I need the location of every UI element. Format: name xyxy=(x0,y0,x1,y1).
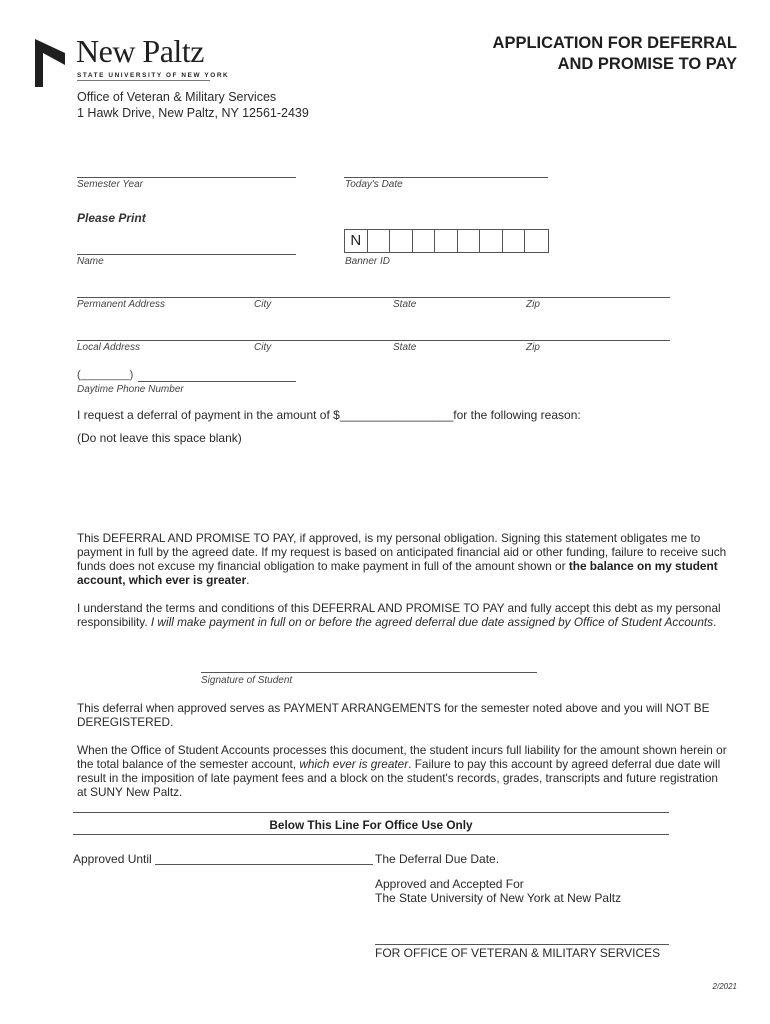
todays-date-field[interactable] xyxy=(344,177,548,178)
new-paltz-logo-icon xyxy=(33,35,67,87)
permanent-zip-label: Zip xyxy=(526,299,540,310)
liability-end: . Failure to pay this account by agreed deferral due date will result in the imposition of late payment fees and a block on the student's records, grades, transcripts and future registration at SUNY New Paltz. xyxy=(77,757,721,799)
office-signature-label: FOR OFFICE OF VETERAN & MILITARY SERVICES xyxy=(375,946,661,960)
todays-date-label: Today's Date xyxy=(345,179,403,190)
liability-paragraph xyxy=(77,743,727,799)
obligation-text: This DEFERRAL AND PROMISE TO PAY, if approved, is my personal obligation. Signing this statement obligates me to payment in full by the agreed date. If my request is based on anticipated financial aid or other funding, failure to receive such funds does not excuse my financial obligation to make payment in full of the amount shown or xyxy=(77,531,727,573)
phone-field[interactable] xyxy=(138,381,296,382)
office-name: Office of Veteran & Military Services xyxy=(77,90,277,104)
request-line xyxy=(77,408,581,422)
obligation-paragraph xyxy=(77,531,727,587)
liability-text: When the Office of Student Accounts processes this document, the student incurs full liability for the amount shown herein or the total balance of the semester account, xyxy=(77,743,727,771)
terms-paragraph xyxy=(77,601,727,629)
office-divider-top xyxy=(73,812,669,813)
terms-text: I understand the terms and conditions of this DEFERRAL AND PROMISE TO PAY and fully accept this debt as my personal responsibility. xyxy=(77,601,721,629)
request-lead: I request a deferral of payment in the amount of $ xyxy=(77,408,340,422)
office-address-block xyxy=(77,89,309,121)
document-title xyxy=(493,33,737,75)
banner-digit-box[interactable] xyxy=(390,230,413,252)
semester-year-field[interactable] xyxy=(77,177,296,178)
title-line-1: APPLICATION FOR DEFERRAL xyxy=(492,34,737,52)
logo-name: New Paltz xyxy=(76,33,204,69)
banner-digit-box[interactable] xyxy=(458,230,481,252)
logo-subtitle: STATE UNIVERSITY OF NEW YORK xyxy=(77,72,230,79)
student-signature-field[interactable] xyxy=(201,672,537,673)
banner-digit-box[interactable] xyxy=(480,230,503,252)
local-address-field[interactable] xyxy=(77,340,670,341)
liability-italic: which ever is greater xyxy=(299,757,409,771)
banner-digit-box[interactable] xyxy=(413,230,436,252)
obligation-bold: the balance on my student account, which ever is greater xyxy=(77,559,718,587)
banner-id-label: Banner ID xyxy=(345,256,391,267)
name-label: Name xyxy=(77,256,104,267)
approved-until-field[interactable] xyxy=(155,864,373,865)
semester-year-label: Semester Year xyxy=(77,179,143,190)
banner-prefix: N xyxy=(345,230,368,252)
request-tail: for the following reason: xyxy=(453,408,581,422)
banner-digit-box[interactable] xyxy=(525,230,548,252)
student-signature-label: Signature of Student xyxy=(201,675,293,686)
deferral-due-date-label: The Deferral Due Date. xyxy=(375,852,500,866)
form-revision-date: 2/2021 xyxy=(712,982,737,991)
logo-rule xyxy=(77,80,210,81)
obligation-end: . xyxy=(246,573,250,587)
payment-arrangements-paragraph: This deferral when approved serves as PAYMENT ARRANGEMENTS for the semester noted above and you will NOT BE DEREGISTERED. xyxy=(77,701,710,729)
terms-italic: I will make payment in full on or before the agreed deferral due date assigned by Office of Student Accounts xyxy=(150,615,714,629)
name-field[interactable] xyxy=(77,254,296,255)
office-address: 1 Hawk Drive, New Paltz, NY 12561-2439 xyxy=(77,106,309,120)
please-print-label: Please Print xyxy=(77,211,146,225)
local-address-label: Local Address xyxy=(77,342,140,353)
accepted-line-1: Approved and Accepted For xyxy=(375,877,524,891)
banner-digit-box[interactable] xyxy=(503,230,526,252)
permanent-address-field[interactable] xyxy=(77,297,670,298)
local-zip-label: Zip xyxy=(526,342,540,353)
office-signature-field[interactable] xyxy=(375,944,669,945)
phone-area-code[interactable]: (________) xyxy=(77,369,134,381)
office-divider-bottom xyxy=(73,834,669,835)
terms-end: . xyxy=(713,615,717,629)
permanent-city-label: City xyxy=(254,299,272,310)
banner-digit-box[interactable] xyxy=(435,230,458,252)
reason-note: (Do not leave this space blank) xyxy=(77,431,242,445)
amount-field[interactable]: _________________ xyxy=(339,408,454,422)
permanent-address-label: Permanent Address xyxy=(77,299,166,310)
phone-label: Daytime Phone Number xyxy=(77,384,184,395)
permanent-state-label: State xyxy=(393,299,417,310)
approved-until-label: Approved Until xyxy=(73,852,152,866)
accepted-line-2: The State University of New York at New Paltz xyxy=(375,891,622,905)
banner-digit-box[interactable] xyxy=(368,230,391,252)
office-use-heading: Below This Line For Office Use Only xyxy=(269,818,473,832)
local-city-label: City xyxy=(254,342,272,353)
banner-id-field[interactable] xyxy=(344,229,549,253)
title-line-2: AND PROMISE TO PAY xyxy=(557,55,737,73)
local-state-label: State xyxy=(393,342,417,353)
